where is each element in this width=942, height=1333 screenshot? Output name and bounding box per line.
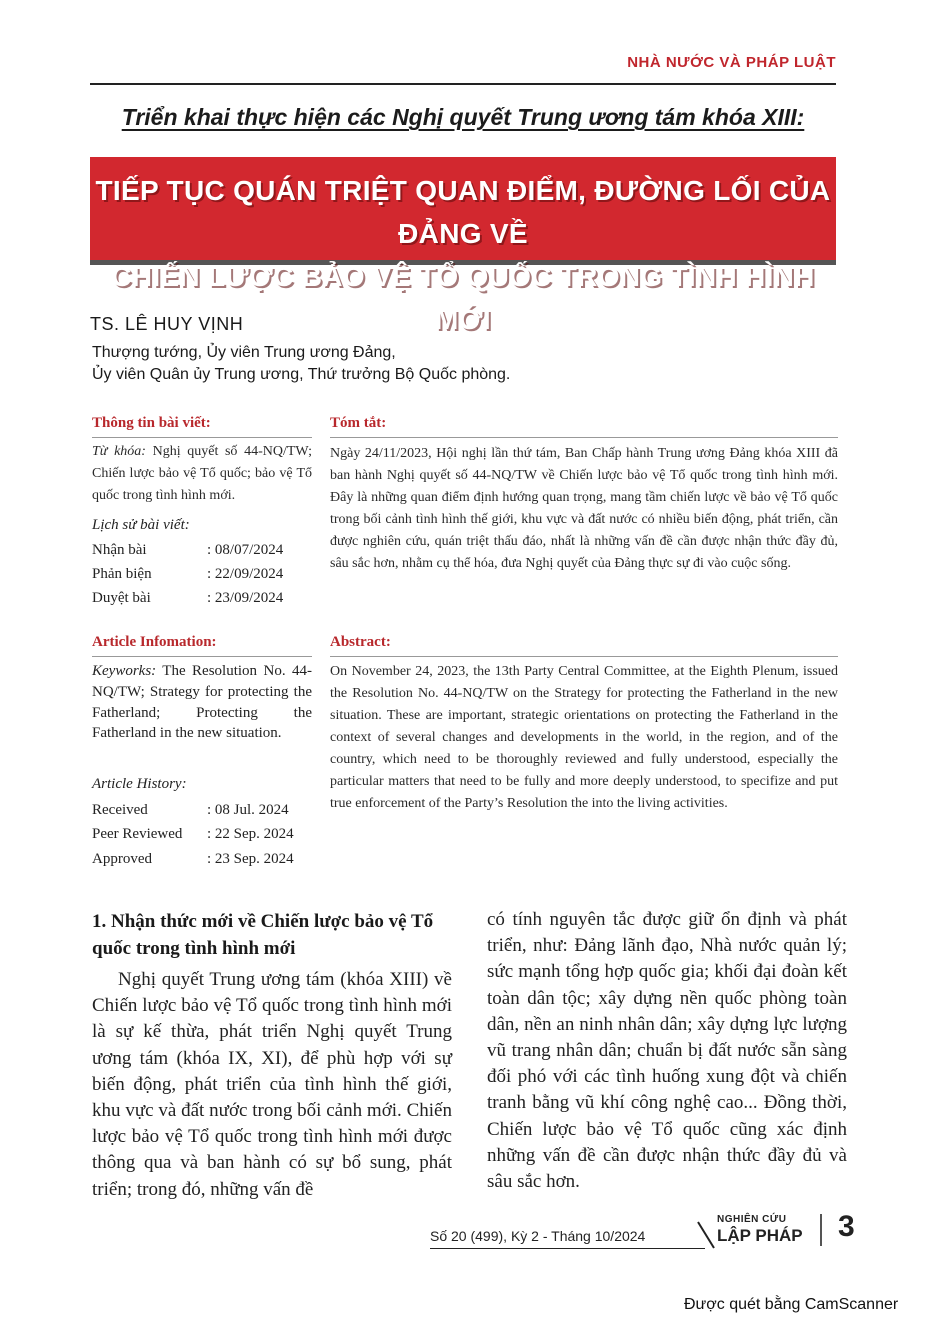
history-value: : 08 Jul. 2024 bbox=[207, 802, 289, 818]
info-en-heading: Article Infomation: bbox=[92, 634, 217, 650]
info-en-rule bbox=[92, 656, 312, 657]
history-en-row bbox=[92, 802, 289, 819]
keywords-en bbox=[92, 661, 312, 744]
keywords-vi-label: Từ khóa: bbox=[92, 444, 146, 459]
page-number: 3 bbox=[838, 1210, 855, 1243]
history-value: : 08/07/2024 bbox=[207, 542, 284, 558]
author-role-line-2: Ủy viên Quân ủy Trung ương, Thứ trưởng Bộ Quốc phòng. bbox=[92, 366, 511, 383]
body-paragraph-left: Nghị quyết Trung ương tám (khóa XIII) về Chiến lược bảo vệ Tổ quốc trong tình hình mới là sự kế thừa, phát triển Nghị quyết Trung ương tám (khóa IX, XI), để phù hợp với sự biến động, phát triển của tình hình thế giới, khu vực và đất nước trong bối cảnh mới. Chiến lược bảo vệ Tổ quốc trong tình hình mới được thông qua và ban hành có sự bổ sung, phát triển; trong đó, những vấn đề bbox=[92, 969, 452, 1200]
history-vi-row bbox=[92, 542, 284, 559]
abstract-en-text: On November 24, 2023, the 13th Party Central Committee, at the Eighth Plenum, issued the Resolution No. 44-NQ/TW on the Strategy for protecting the Fatherland in the new situation. These are important, strategic orientations on protecting the Fatherland in the context of several changes and developments in the world, in the region, and of the country, which need to be thoroughly reviewed and fully understood, especially the particular matters that need to be fully and more deeply understood, to specifize and put true enforcement of the Party’s Resolution the into the living activities. bbox=[330, 664, 838, 811]
article-kicker: Triển khai thực hiện các Nghị quyết Trung ương tám khóa XIII: bbox=[121, 104, 805, 130]
body-section-heading: 1. Nhận thức mới về Chiến lược bảo vệ Tổ quốc trong tình hình mới bbox=[92, 911, 434, 959]
author-role-line-1: Thượng tướng, Ủy viên Trung ương Đảng, bbox=[92, 344, 396, 361]
history-label: Nhận bài bbox=[92, 542, 147, 558]
issue-info: Số 20 (499), Kỳ 2 - Tháng 10/2024 bbox=[430, 1228, 646, 1244]
history-vi-row bbox=[92, 566, 284, 583]
history-value: : 23 Sep. 2024 bbox=[207, 851, 294, 867]
history-en-row bbox=[92, 826, 294, 843]
history-vi-label: Lịch sử bài viết: bbox=[92, 517, 190, 533]
info-vi-heading: Thông tin bài viết: bbox=[92, 415, 211, 431]
keywords-en-label: Keyworks: bbox=[92, 663, 157, 679]
keywords-vi bbox=[92, 441, 312, 507]
history-en-row bbox=[92, 851, 294, 868]
journal-brand-main: LẬP PHÁP bbox=[717, 1226, 803, 1245]
title-line-2: CHIẾN LƯỢC BẢO VỆ TỔ QUỐC TRONG TÌNH HÌNH MỚI bbox=[111, 261, 815, 335]
body-paragraph-right: có tính nguyên tắc được giữ ổn định và phát triển, như: Đảng lãnh đạo, Nhà nước quản lý; sức mạnh tổng hợp quốc gia; khối đại đoàn kết toàn dân tộc; xây dựng nền quốc phòng toàn dân, nền an ninh nhân dân; xây dựng lực lượng vũ trang nhân dân; chuẩn bị đất nước sẵn sàng đối phó với các tình huống xung đột và chiến tranh bằng vũ khí công nghệ cao... Đồng thời, Chiến lược bảo vệ Tổ quốc cũng xác định những vấn đề cần được nhận thức đầy đủ và sâu sắc hơn. bbox=[487, 909, 847, 1193]
footer-slash-mark bbox=[694, 1220, 718, 1250]
keywords-en-text: The Resolution No. 44-NQ/TW; Strategy for protecting the Fatherland; Protecting the Fatherland in the new situation. bbox=[92, 663, 312, 742]
header-rule bbox=[90, 83, 836, 85]
history-label: Approved bbox=[92, 851, 152, 867]
scanner-watermark: Được quét bằng CamScanner bbox=[684, 1296, 899, 1313]
summary-vi-heading: Tóm tắt: bbox=[330, 415, 387, 431]
history-en-label: Article History: bbox=[92, 776, 187, 792]
section-label: NHÀ NƯỚC VÀ PHÁP LUẬT bbox=[627, 54, 836, 71]
history-label: Received bbox=[92, 802, 148, 818]
history-label: Duyệt bài bbox=[92, 590, 151, 606]
abstract-en-rule bbox=[330, 656, 838, 657]
author-name: TS. LÊ HUY VỊNH bbox=[90, 314, 244, 334]
history-value: : 22/09/2024 bbox=[207, 566, 284, 582]
journal-brand-top: NGHIÊN CỨU bbox=[717, 1214, 787, 1225]
abstract-en-heading: Abstract: bbox=[330, 634, 391, 650]
summary-vi-text: Ngày 24/11/2023, Hội nghị lần thứ tám, Ban Chấp hành Trung ương Đảng khóa XIII đã ban hành Nghị quyết số 44-NQ/TW về Chiến lược bảo vệ Tổ quốc trong tình hình mới. Đây là những quan điểm định hướng quan trọng, mang tầm chiến lược về bảo vệ Tổ quốc trong bối cảnh tình hình thế giới, khu vực và đất nước có nhiều biến động, phát triển, cần được nghiên cứu, quán triệt thấu đáo, nhất là những vấn đề cần được nhận thức đầy đủ, sâu sắc hơn, nhằm cụ thể hóa, đưa Nghị quyết của Đảng thực sự đi vào cuộc sống. bbox=[330, 446, 838, 571]
footer-rule bbox=[430, 1248, 705, 1249]
history-label: Phản biện bbox=[92, 566, 152, 582]
title-line-1: TIẾP TỤC QUÁN TRIỆT QUAN ĐIỂM, ĐƯỜNG LỐI CỦA ĐẢNG VỀ bbox=[95, 175, 831, 249]
history-value: : 22 Sep. 2024 bbox=[207, 826, 294, 842]
summary-vi-rule bbox=[330, 437, 838, 438]
history-value: : 23/09/2024 bbox=[207, 590, 284, 606]
history-label: Peer Reviewed bbox=[92, 826, 183, 842]
brand-divider bbox=[820, 1214, 822, 1246]
history-vi-row bbox=[92, 590, 284, 607]
info-vi-rule bbox=[92, 437, 312, 438]
keywords-vi-text: Nghị quyết số 44-NQ/TW; Chiến lược bảo vệ Tổ quốc; bảo vệ Tổ quốc trong tình hình mới. bbox=[92, 444, 312, 503]
